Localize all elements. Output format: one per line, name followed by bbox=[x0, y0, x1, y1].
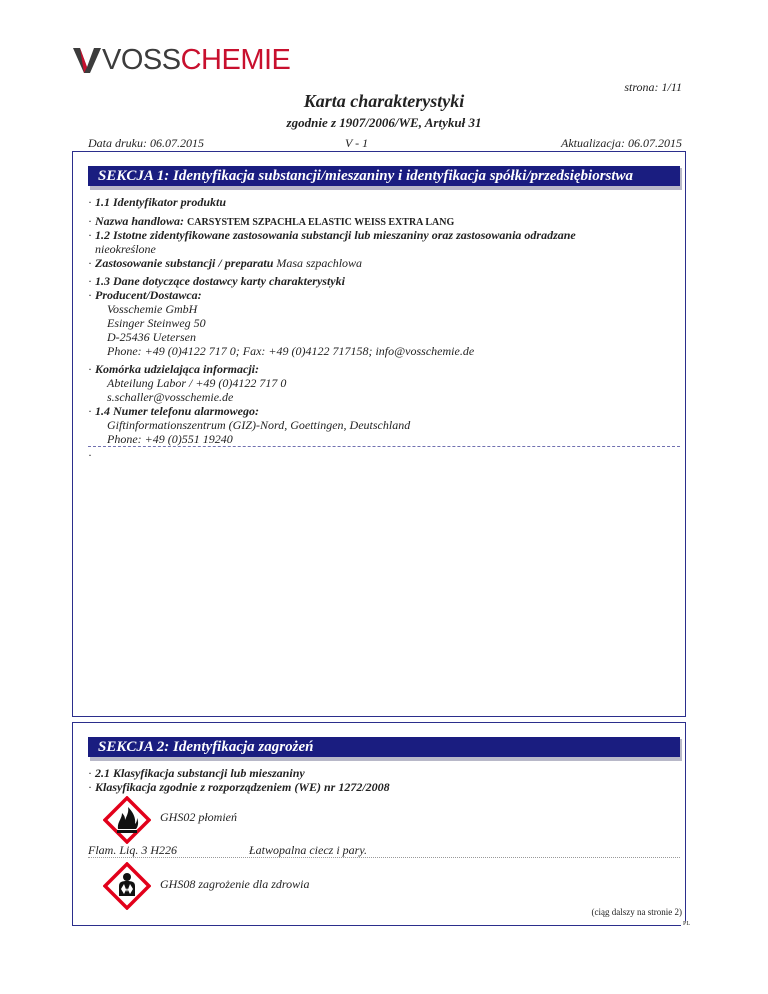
trade-name-row: · Nazwa handlowa: CARSYSTEM SZPACHLA ELASTIC WEISS EXTRA LANG bbox=[88, 214, 455, 228]
producer-label: Producent/Dostawca: bbox=[95, 288, 202, 302]
emergency-label: 1.4 Numer telefonu alarmowego: bbox=[95, 404, 259, 418]
language-code: PL bbox=[682, 921, 690, 927]
producer-line: Phone: +49 (0)4122 717 0; Fax: +49 (0)4122 717158; info@vosschemie.de bbox=[107, 344, 475, 358]
logo-text-chemie: CHEMIE bbox=[180, 44, 291, 76]
producer-line: D-25436 Uetersen bbox=[107, 330, 196, 344]
trade-name-label: Nazwa handlowa: bbox=[95, 214, 185, 228]
application-row: · Zastosowanie substancji / preparatu Masa szpachlowa bbox=[88, 256, 363, 270]
info-line: s.schaller@vosschemie.de bbox=[107, 390, 234, 404]
info-label: Komórka udzielająca informacji: bbox=[95, 362, 260, 376]
uses-value: nieokreślone bbox=[95, 242, 156, 256]
supplier-row: · 1.3 Dane dotyczące dostawcy karty charakterystyki bbox=[88, 274, 345, 288]
flam-text: Łatwopalna ciecz i pary. bbox=[249, 843, 367, 857]
document-title: Karta charakterystyki bbox=[303, 91, 465, 111]
info-row: · Komórka udzielająca informacji: bbox=[88, 362, 260, 376]
update-date: Aktualizacja: 06.07.2015 bbox=[561, 136, 682, 150]
logo-text-voss: VOSS bbox=[102, 44, 181, 76]
document-subtitle: zgodnie z 1907/2006/WE, Artykuł 31 bbox=[286, 115, 482, 130]
uses-row: · 1.2 Istotne zidentyfikowane zastosowania substancji lub mieszaniny oraz zastosowania odradzane bbox=[88, 228, 576, 242]
company-logo bbox=[72, 44, 290, 76]
producer-row: · Producent/Dostawca: bbox=[88, 288, 202, 302]
logo-v-mark-icon bbox=[72, 45, 102, 75]
section2-heading: SEKCJA 2: Identyfikacja zagrożeń bbox=[88, 737, 680, 757]
classification-row: · 2.1 Klasyfikacja substancji lub mieszaniny bbox=[88, 766, 305, 780]
classification-label: 2.1 Klasyfikacja substancji lub mieszaniny bbox=[95, 766, 305, 780]
trade-name-value: CARSYSTEM SZPACHLA ELASTIC WEISS EXTRA LANG bbox=[187, 217, 455, 228]
supplier-label: 1.3 Dane dotyczące dostawcy karty charakterystyki bbox=[95, 274, 345, 288]
print-date: Data druku: 06.07.2015 bbox=[88, 136, 204, 150]
section1-divider bbox=[88, 446, 680, 447]
regulation-label: Klasyfikacja zgodnie z rozporządzeniem (WE) nr 1272/2008 bbox=[95, 780, 390, 794]
ghs08-label: GHS08 zagrożenie dla zdrowia bbox=[160, 877, 310, 891]
producer-line: Esinger Steinweg 50 bbox=[107, 316, 206, 330]
ghs02-label: GHS02 płomień bbox=[160, 810, 237, 824]
regulation-row: · Klasyfikacja zgodnie z rozporządzeniem (WE) nr 1272/2008 bbox=[88, 780, 390, 794]
product-identifier: · 1.1 Identyfikator produktu bbox=[88, 195, 227, 209]
application-label: Zastosowanie substancji / preparatu bbox=[95, 256, 274, 270]
version: V - 1 bbox=[345, 136, 369, 150]
section1-heading: SEKCJA 1: Identyfikacja substancji/mieszaniny i identyfikacja spółki/przedsiębiorstwa bbox=[88, 166, 680, 186]
trailing-dot: · bbox=[88, 448, 92, 462]
hazard-divider bbox=[88, 857, 680, 858]
continued-note: (ciąg dalszy na stronie 2) bbox=[591, 907, 682, 917]
producer-line: Vosschemie GmbH bbox=[107, 302, 198, 316]
uses-label: 1.2 Istotne zidentyfikowane zastosowania substancji lub mieszaniny oraz zastosowania odradzane bbox=[95, 228, 576, 242]
emergency-row: · 1.4 Numer telefonu alarmowego: bbox=[88, 404, 259, 418]
emergency-line: Giftinformationszentrum (GIZ)-Nord, Goettingen, Deutschland bbox=[107, 418, 411, 432]
application-value: Masa szpachlowa bbox=[276, 256, 363, 270]
ghs02-flame-icon bbox=[103, 796, 151, 844]
info-line: Abteilung Labor / +49 (0)4122 717 0 bbox=[107, 376, 287, 390]
product-identifier-label: 1.1 Identyfikator produktu bbox=[95, 195, 227, 209]
flam-code: Flam. Liq. 3 H226 bbox=[88, 843, 178, 857]
ghs08-health-hazard-icon bbox=[103, 862, 151, 910]
emergency-line: Phone: +49 (0)551 19240 bbox=[107, 432, 233, 446]
page-number: strona: 1/11 bbox=[624, 80, 682, 94]
